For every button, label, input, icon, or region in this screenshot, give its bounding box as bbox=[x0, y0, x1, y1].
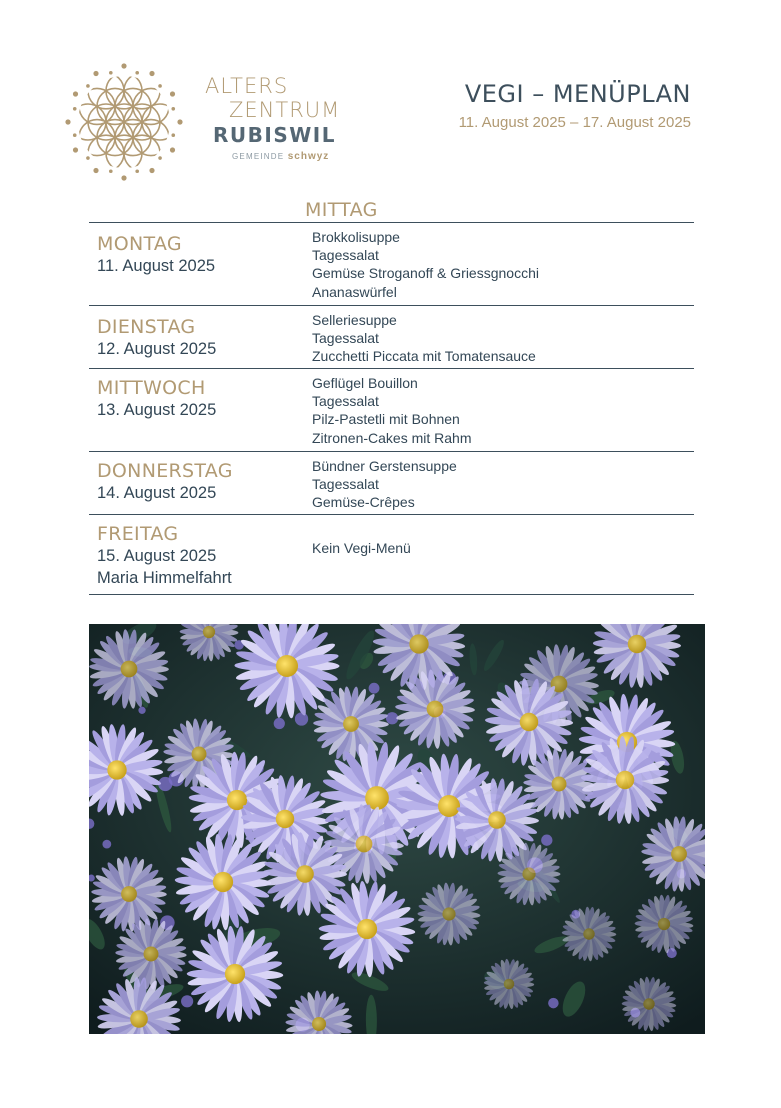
dish: Zitronen-Cakes mit Rahm bbox=[312, 429, 472, 446]
brand-place: schwyz bbox=[287, 151, 330, 162]
day-cell bbox=[89, 452, 304, 514]
brand-line-alters: ALTERS bbox=[205, 74, 289, 98]
day-date: 14. August 2025 bbox=[97, 484, 217, 502]
day-name: MITTWOCH bbox=[97, 377, 206, 399]
brand-line-rubiswil: RUBISWIL bbox=[213, 123, 336, 147]
dish: Kein Vegi-Menü bbox=[312, 540, 411, 556]
dish: Tagessalat bbox=[312, 330, 379, 347]
day-row-dienstag bbox=[89, 306, 694, 369]
page-title: VEGI – MENÜPLAN bbox=[464, 80, 691, 108]
day-date: 12. August 2025 bbox=[97, 340, 217, 358]
dish: Ananaswürfel bbox=[312, 283, 397, 300]
day-row-mittwoch bbox=[89, 369, 694, 452]
dish: Pilz-Pastetli mit Bohnen bbox=[312, 411, 460, 428]
flower-of-life-logo-icon bbox=[58, 56, 190, 188]
column-label-mittag: MITTAG bbox=[305, 199, 378, 221]
dish: Tagessalat bbox=[312, 393, 379, 410]
brand-wordmark bbox=[205, 74, 340, 162]
day-row-freitag bbox=[89, 515, 694, 595]
dish-list bbox=[304, 223, 539, 305]
day-date: 11. August 2025 bbox=[97, 257, 216, 275]
brand-gemeinde-label: GEMEINDE bbox=[232, 152, 285, 161]
day-row-donnerstag bbox=[89, 452, 694, 515]
brand-line-zentrum: ZENTRUM bbox=[229, 98, 341, 122]
day-cell bbox=[89, 515, 304, 594]
day-cell bbox=[89, 223, 304, 305]
page-header bbox=[459, 80, 691, 131]
dish-list bbox=[304, 369, 472, 451]
dish-list bbox=[304, 452, 457, 514]
day-name: MONTAG bbox=[97, 233, 182, 255]
menu-table bbox=[89, 198, 694, 595]
holiday-name: Maria Himmelfahrt bbox=[97, 569, 232, 587]
day-name: DIENSTAG bbox=[97, 316, 196, 338]
menu-header bbox=[89, 198, 694, 223]
day-name: DONNERSTAG bbox=[97, 460, 233, 482]
day-cell bbox=[89, 306, 304, 368]
dish: Brokkolisuppe bbox=[312, 229, 400, 245]
dish: Gemüse Stroganoff & Griessgnocchi bbox=[312, 265, 539, 282]
dish: Geflügel Bouillon bbox=[312, 375, 418, 391]
aster-flowers-photo bbox=[89, 624, 705, 1034]
date-range: 11. August 2025 – 17. August 2025 bbox=[458, 114, 691, 131]
day-date: 15. August 2025 bbox=[97, 547, 217, 565]
day-date: 13. August 2025 bbox=[97, 401, 217, 419]
dish-list bbox=[304, 306, 536, 368]
day-name: FREITAG bbox=[97, 523, 179, 545]
brand-gemeinde bbox=[205, 151, 340, 162]
dish: Gemüse-Crêpes bbox=[312, 494, 415, 511]
dish: Bündner Gerstensuppe bbox=[312, 458, 457, 474]
dish: Tagessalat bbox=[312, 247, 379, 264]
dish: Zucchetti Piccata mit Tomatensauce bbox=[312, 348, 536, 365]
day-row-montag bbox=[89, 223, 694, 306]
dish: Tagessalat bbox=[312, 476, 379, 493]
dish: Selleriesuppe bbox=[312, 312, 397, 328]
day-cell bbox=[89, 369, 304, 451]
dish-list bbox=[304, 515, 411, 594]
